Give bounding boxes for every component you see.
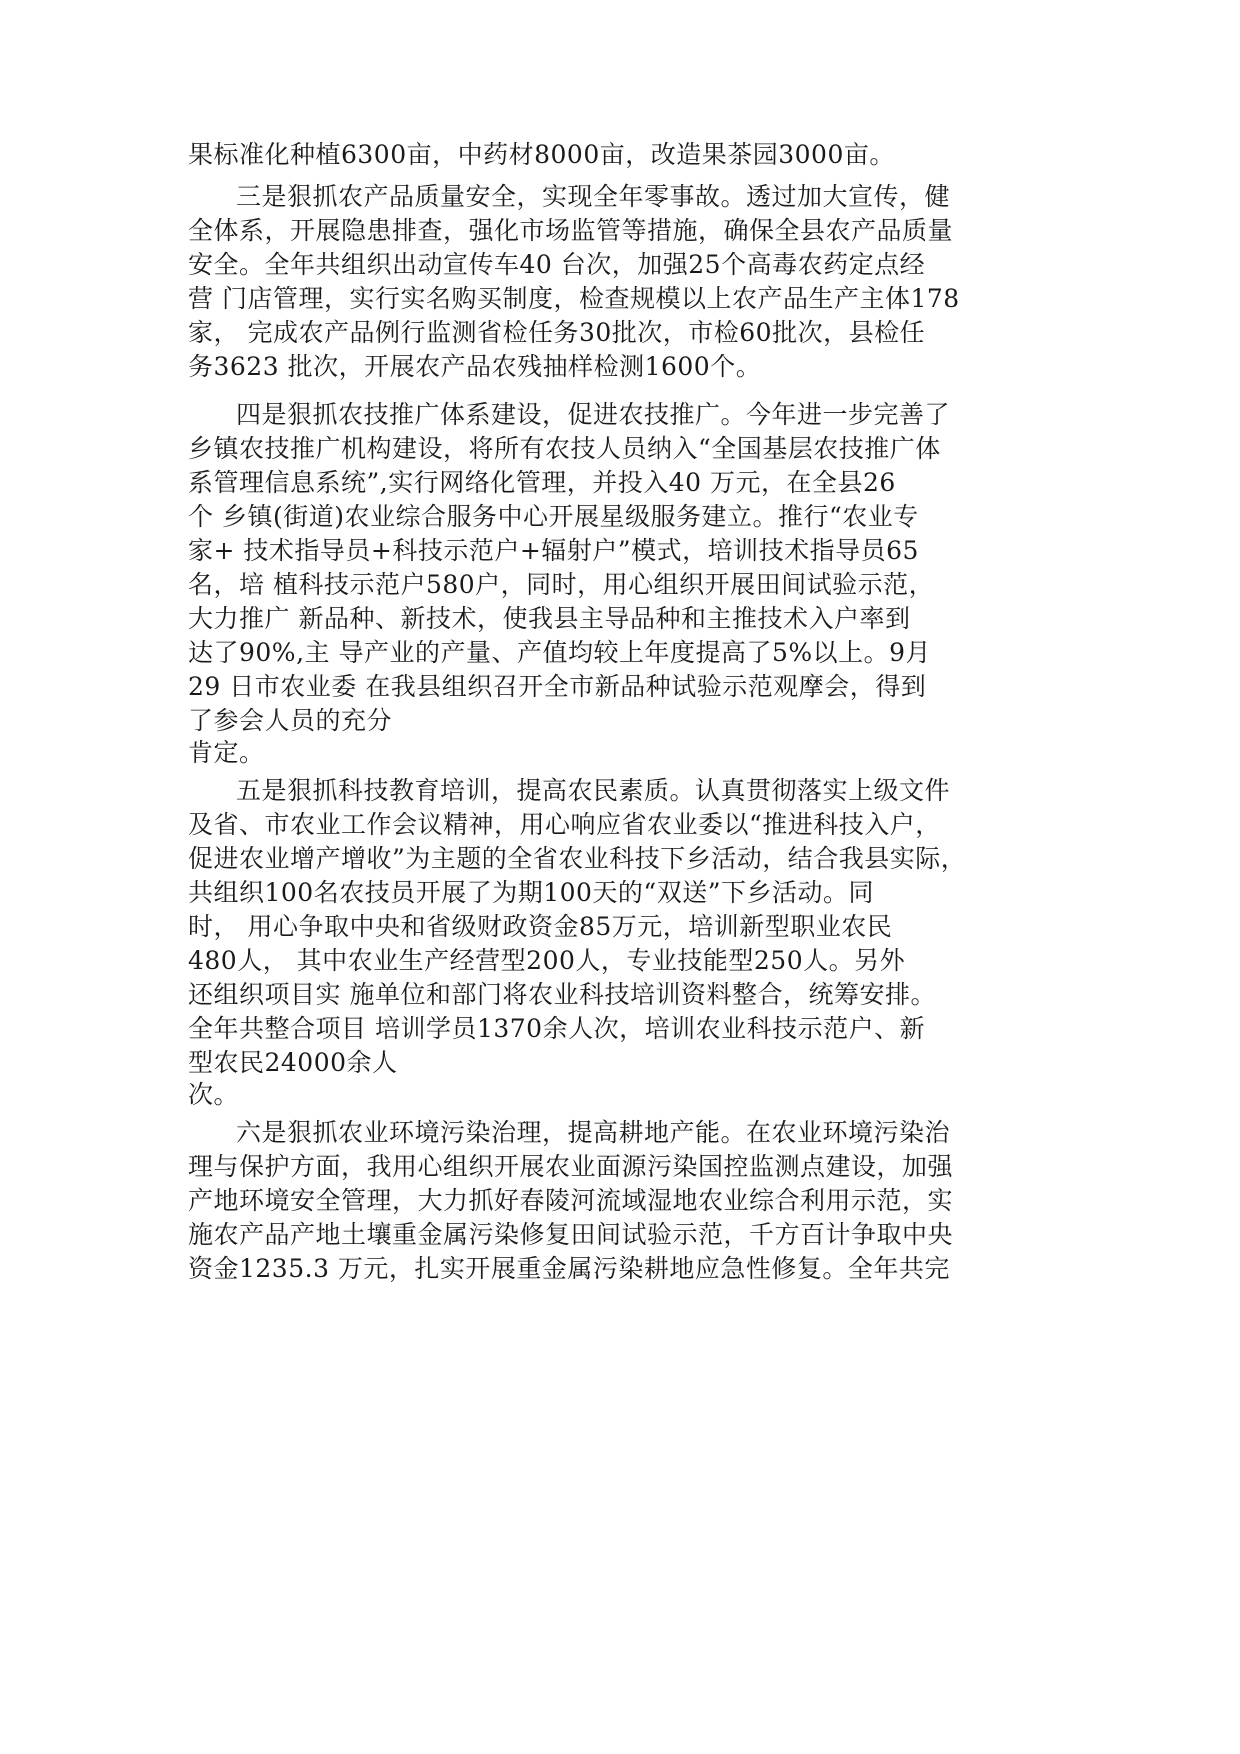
text-line: 五是狠抓科技教育培训，提高农民素质。认真贯彻落实上级文件 [236,776,951,805]
text-line: 次。 [188,1080,240,1109]
text-line: 三是狠抓农产品质量安全，实现全年零事故。透过加大宣传，健 [236,182,951,211]
text-line: 全体系，开展隐患排查，强化市场监管等措施，确保全县农产品质量 [188,216,954,245]
text-line: 安全。全年共组织出动宣传车40 台次，加强25个高毒农药定点经 [188,250,926,279]
text-line: 及省、市农业工作会议精神，用心响应省农业委以“推进科技入户， [188,810,941,839]
text-line: 名，培 植科技示范户580户，同时，用心组织开展田间试验示范， [188,570,935,599]
text-line: 型农民24000余人 [188,1048,398,1077]
text-line: 家+ 技术指导员+科技示范户+辐射户”模式，培训技术指导员65 [188,536,919,565]
text-line: 还组织项目实 施单位和部门将农业科技培训资料整合，统筹安排。 [188,980,936,1009]
text-line: 了参会人员的充分 [188,706,393,735]
text-line: 480人， 其中农业生产经营型200人，专业技能型250人。另外 [188,946,906,975]
text-line: 大力推广 新品种、新技术，使我县主导品种和主推技术入户率到 [188,604,911,633]
text-line: 系管理信息系统”,实行网络化管理，并投入40 万元，在全县26 [188,468,896,497]
text-line: 促进农业增产增收”为主题的全省农业科技下乡活动，结合我县实际， [188,844,967,873]
text-line: 共组织100名农技员开展了为期100天的“双送”下乡活动。同 [188,878,874,907]
text-line: 施农产品产地土壤重金属污染修复田间试验示范，千方百计争取中央 [188,1220,954,1249]
text-line: 务3623 批次，开展农产品农残抽样检测1600个。 [188,352,762,381]
text-line: 全年共整合项目 培训学员1370余人次，培训农业科技示范户、新 [188,1014,926,1043]
text-line: 资金1235.3 万元，扎实开展重金属污染耕地应急性修复。全年共完 [188,1254,950,1283]
text-line: 四是狠抓农技推广体系建设，促进农技推广。今年进一步完善了 [236,400,951,429]
text-line: 六是狠抓农业环境污染治理，提高耕地产能。在农业环境污染治 [236,1118,951,1147]
text-line: 营 门店管理，实行实名购买制度，检查规模以上农产品生产主体178 [188,284,960,313]
text-line: 家， 完成农产品例行监测省检任务30批次，市检60批次，县检任 [188,318,926,347]
text-line: 产地环境安全管理，大力抓好春陵河流域湿地农业综合利用示范，实 [188,1186,954,1215]
text-line: 肯定。 [188,738,265,767]
text-line: 果标准化种植6300亩，中药材8000亩，改造果茶园3000亩。 [188,140,895,169]
text-line: 乡镇农技推广机构建设，将所有农技人员纳入“全国基层农技推广体 [188,434,941,463]
text-line: 29 日市农业委 在我县组织召开全市新品种试验示范观摩会，得到 [188,672,927,701]
text-line: 理与保护方面，我用心组织开展农业面源污染国控监测点建设，加强 [188,1152,954,1181]
text-line: 个 乡镇(街道)农业综合服务中心开展星级服务建立。推行“农业专 [188,502,919,531]
text-line: 时， 用心争取中央和省级财政资金85万元，培训新型职业农民 [188,912,893,941]
text-line: 达了90%,主 导产业的产量、产值均较上年度提高了5%以上。9月 [188,638,932,667]
